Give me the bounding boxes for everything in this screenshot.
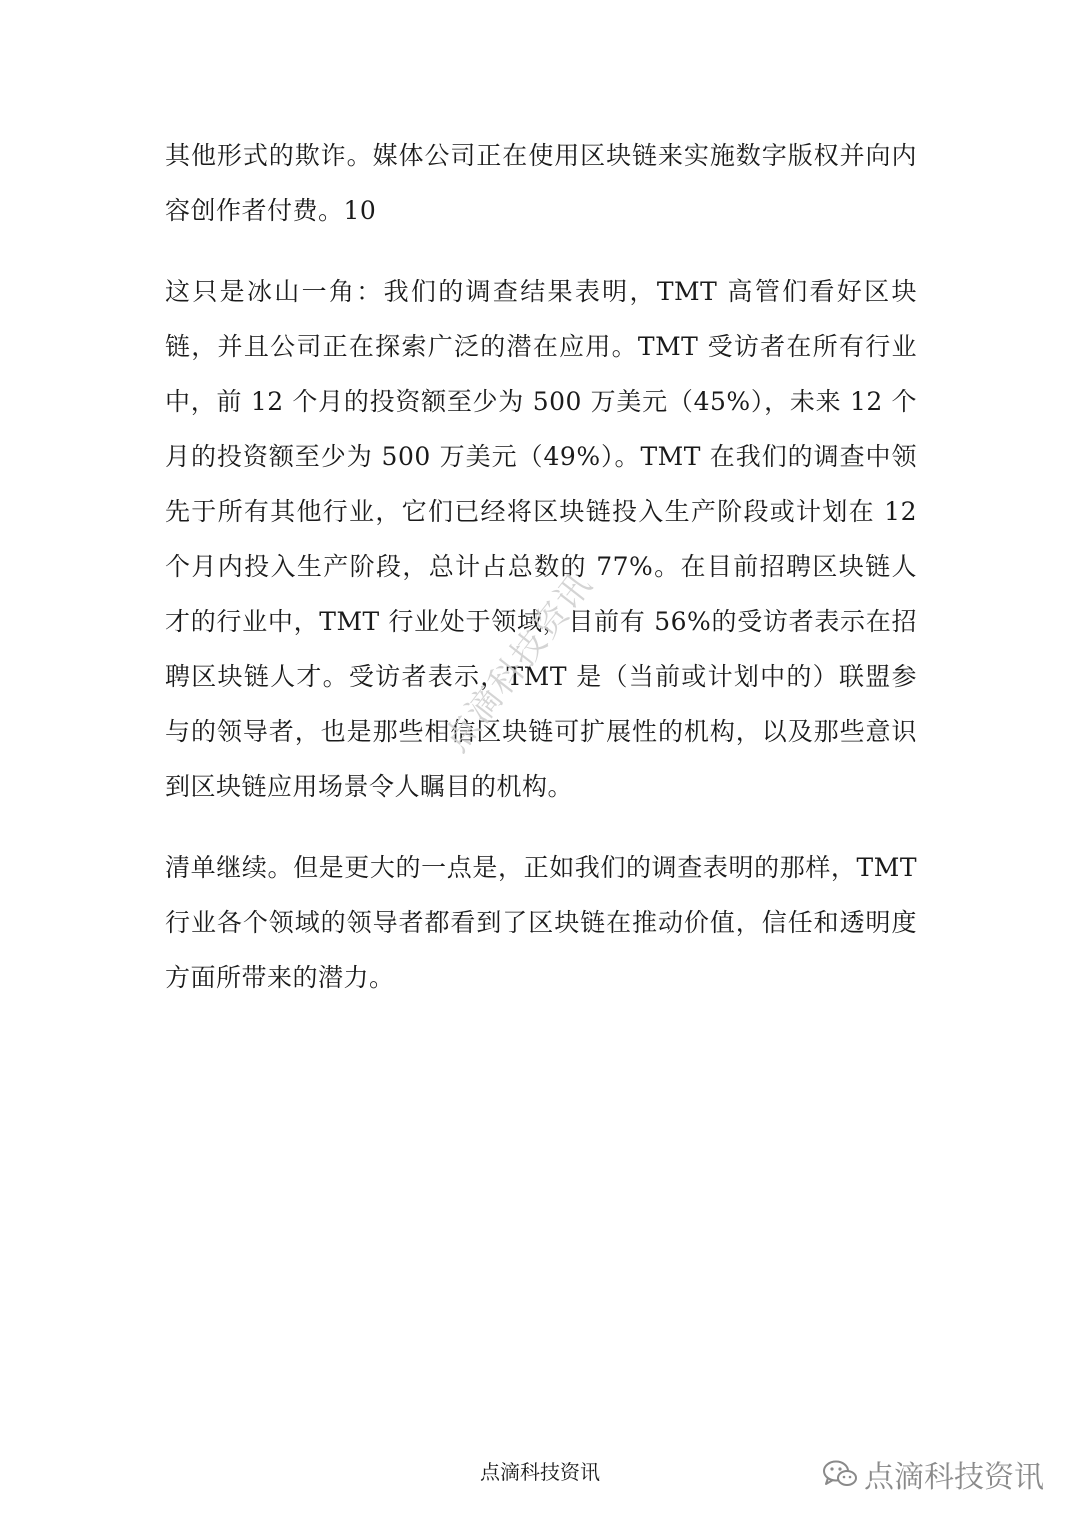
- wechat-icon: [822, 1459, 858, 1489]
- watermark-text: 点滴科技资讯: [436, 564, 601, 760]
- document-body: [165, 128, 917, 1031]
- page-footer: 点滴科技资讯: [480, 1460, 600, 1484]
- paragraph-2: 这只是冰山一角：我们的调查结果表明，TMT 高管们看好区块链，并且公司正在探索广泛的潜在应用。TMT 受访者在所有行业中，前 12 个月的投资额至少为 500 万美元（45%），未来 12 个月的投资额至少为 500 万美元（49%）。TMT 在我们的调查中领先于所有其他行业，它们已经将区块链投入生产阶段或计划在 12 个月内投入生产阶段，总计占总数的 77%。在目前招聘区块链人才的行业中，TMT 行业处于领域，目前有 56%的受访者表示在招聘区块链人才。受访者表示，TMT 是（当前或计划中的）联盟参与的领导者，也是那些相信区块链可扩展性的机构，以及那些意识到区块链应用场景令人瞩目的机构。: [165, 277, 917, 801]
- brand-badge: [822, 1452, 1044, 1496]
- brand-label: 点滴科技资讯: [864, 1460, 1044, 1495]
- paragraph-3: 清单继续。但是更大的一点是，正如我们的调查表明的那样，TMT 行业各个领域的领导者都看到了区块链在推动价值，信任和透明度方面所带来的潜力。: [165, 853, 917, 992]
- paragraph-1: 其他形式的欺诈。媒体公司正在使用区块链来实施数字版权并向内容创作者付费。10: [165, 141, 917, 225]
